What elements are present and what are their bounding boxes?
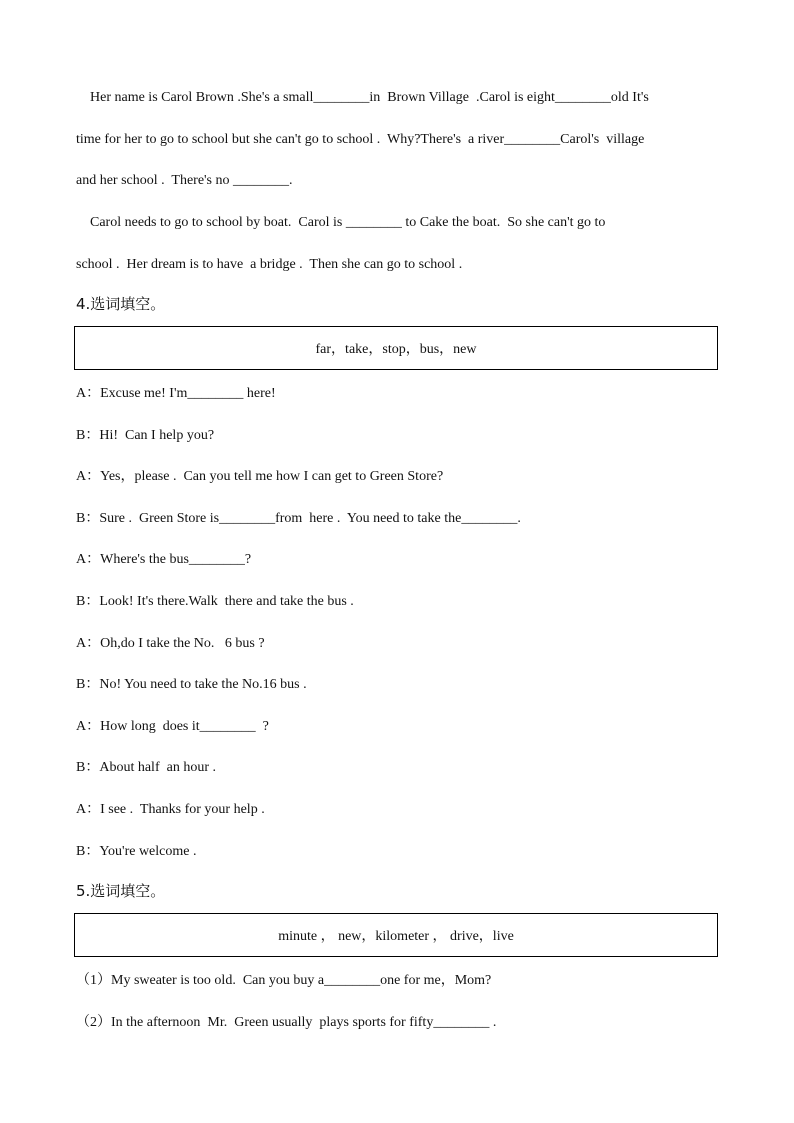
- section-4-word-bank-text: far，take，stop，bus，new: [315, 342, 477, 357]
- dialogue-line-10: B：About half an hour .: [76, 760, 216, 775]
- dialogue-line-9: A：How long does it________ ?: [76, 719, 269, 734]
- dialogue-line-7: A：Oh,do I take the No. 6 bus ?: [76, 636, 265, 651]
- passage-line-4: Carol needs to go to school by boat. Carol is ________ to Cake the boat. So she can't go to: [76, 215, 606, 230]
- dialogue-line-4: B：Sure . Green Store is________from here . You need to take the________.: [76, 511, 521, 526]
- section-5-heading: 5.选词填空。: [76, 882, 166, 900]
- section-4-word-bank: [74, 326, 718, 370]
- dialogue-line-11: A：I see . Thanks for your help .: [76, 802, 265, 817]
- section-4-heading: 4.选词填空。: [76, 295, 166, 313]
- dialogue-line-5: A：Where's the bus________?: [76, 552, 252, 567]
- passage-line-3: and her school . There's no ________.: [76, 173, 293, 188]
- section-5-word-bank-text: minute ， new，kilometer ， drive，live: [278, 929, 514, 944]
- dialogue-line-1: A：Excuse me! I'm________ here!: [76, 386, 276, 401]
- exercise-item-2: （2）In the afternoon Mr. Green usually plays sports for fifty________ .: [76, 1015, 497, 1030]
- section-5-word-bank: [74, 913, 718, 957]
- exercise-item-1: （1）My sweater is too old. Can you buy a________one for me，Mom?: [76, 973, 492, 988]
- passage-line-1: Her name is Carol Brown .She's a small________in Brown Village .Carol is eight________old It's: [76, 90, 649, 105]
- dialogue-line-8: B：No! You need to take the No.16 bus .: [76, 677, 307, 692]
- dialogue-line-6: B：Look! It's there.Walk there and take the bus .: [76, 594, 354, 609]
- dialogue-line-3: A：Yes，please . Can you tell me how I can get to Green Store?: [76, 469, 444, 484]
- dialogue-line-2: B：Hi! Can I help you?: [76, 428, 215, 443]
- dialogue-line-12: B：You're welcome .: [76, 844, 197, 859]
- passage-line-5: school . Her dream is to have a bridge . Then she can go to school .: [76, 257, 463, 272]
- passage-line-2: time for her to go to school but she can't go to school . Why?There's a river________Carol's village: [76, 132, 645, 147]
